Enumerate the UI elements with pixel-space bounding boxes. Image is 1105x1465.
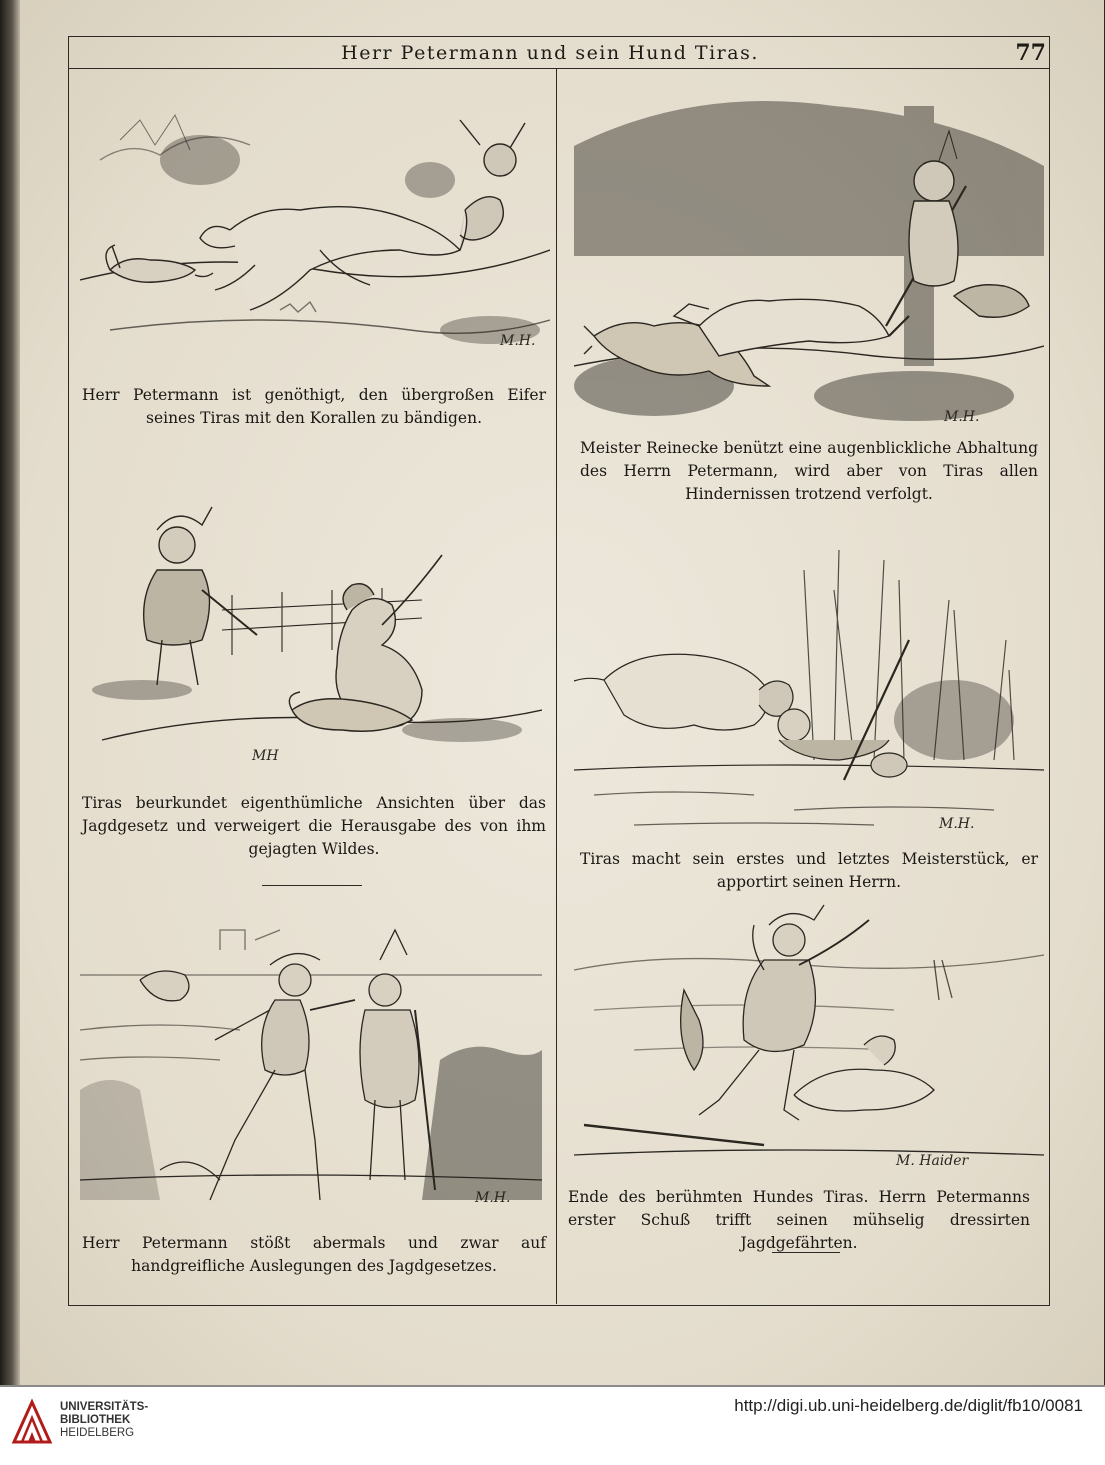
- page-number: 77: [1015, 40, 1046, 66]
- logo-drawing: [10, 1398, 54, 1446]
- illustration-signature: M.H.: [944, 409, 980, 425]
- illustration-fox-pursuit: [574, 86, 1044, 431]
- illustration-retrieving-master: [574, 520, 1044, 840]
- caption-panel-1: Herr Petermann ist genöthigt, den übergroßen Eifer seines Tiras mit den Korallen zu bändigen.: [82, 386, 546, 427]
- caption-panel-5: Herr Petermann stößt abermals und zwar auf handgreifliche Auslegungen des Jagdgesetzes.: [82, 1234, 546, 1275]
- illustration-tiras-guarding-game: [82, 500, 542, 770]
- illustration-fatal-shot: [574, 900, 1044, 1175]
- illustration-drawing: [574, 900, 1044, 1175]
- library-name-line3: HEIDELBERG: [60, 1427, 135, 1439]
- caption-panel-6: Ende des berühmten Hundes Tiras. Herrn Petermanns erster Schuß trifft seinen mühselig dressirten Jagdgefährten.: [568, 1188, 1030, 1252]
- illustration-quarrel: [80, 920, 542, 1220]
- illustration-signature: M. Haider: [896, 1153, 969, 1169]
- illustration-drawing: [574, 520, 1044, 840]
- illustration-dog-chasing-hare: [80, 100, 550, 370]
- footer-rule: [0, 1385, 1105, 1387]
- illustration-drawing: [80, 920, 542, 1220]
- separator-rule-left: [262, 885, 362, 886]
- source-url-link[interactable]: http://digi.ub.uni-heidelberg.de/diglit/fb10/0081: [734, 1396, 1083, 1415]
- illustration-drawing: [82, 500, 542, 770]
- illustration-signature: M.H.: [500, 333, 536, 349]
- library-name-line2: BIBLIOTHEK: [60, 1414, 131, 1426]
- illustration-signature: MH: [252, 748, 279, 764]
- library-name-line1: UNIVERSITÄTS-: [60, 1401, 149, 1413]
- illustration-signature: M.H.: [939, 816, 975, 832]
- illustration-drawing: [80, 100, 550, 370]
- book-spine: [0, 0, 20, 1385]
- header-rule: [68, 68, 1050, 69]
- running-title: Herr Petermann und sein Hund Tiras.: [341, 42, 759, 64]
- caption-panel-3: Tiras beurkundet eigenthümliche Ansichten über das Jagdgesetz und verweigert die Herausgabe des von ihm gejagten Wildes.: [82, 794, 546, 858]
- column-divider: [556, 69, 557, 1304]
- caption-panel-2: Meister Reinecke benützt eine augenblickliche Abhaltung des Herrn Petermann, wird aber von Tiras allen Hindernissen trotzend verfolgt.: [580, 439, 1038, 503]
- illustration-drawing: [574, 86, 1044, 431]
- illustration-signature: M.H.: [475, 1190, 511, 1206]
- library-logo-icon: [10, 1398, 54, 1446]
- library-name: [60, 1401, 148, 1440]
- caption-panel-4: Tiras macht sein erstes und letztes Meisterstück, er apportirt seinen Herrn.: [580, 850, 1038, 891]
